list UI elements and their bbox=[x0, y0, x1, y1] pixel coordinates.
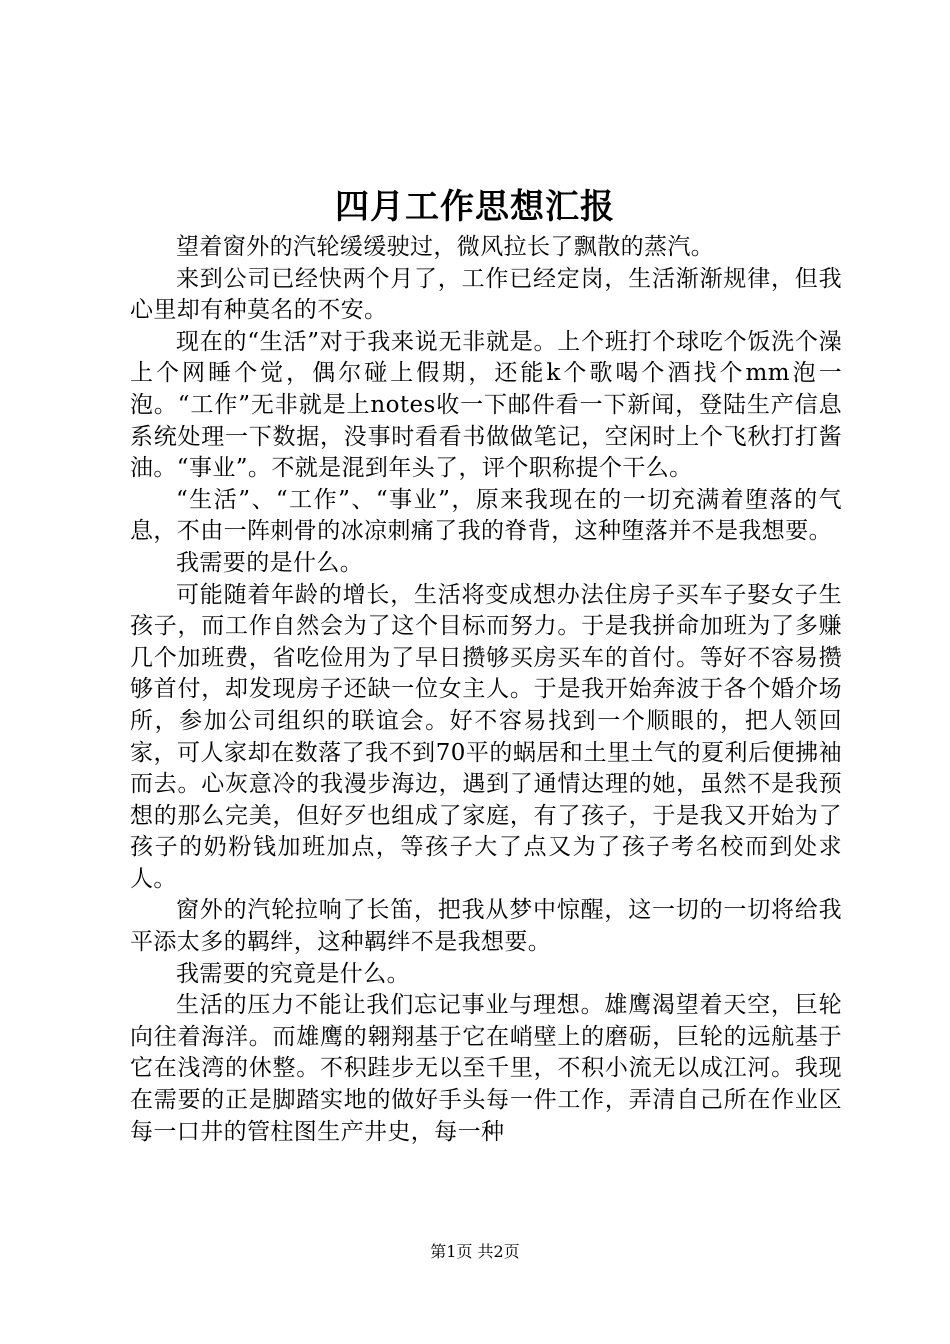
paragraph: 现在的“生活”对于我来说无非就是。上个班打个球吃个饭洗个澡上个网睡个觉，偶尔碰上假期，还能k个歌喝个酒找个mm泡一泡。“工作”无非就是上notes收一下邮件看一下新闻，登陆生产信息系统处理一下数据，没事时看看书做做笔记，空闲时上个飞秋打打酱油。“事业”。不就是混到年头了，评个职称提个干么。 bbox=[130, 328, 842, 482]
paragraph: 窗外的汽轮拉响了长笛，把我从梦中惊醒，这一切的一切将给我平添太多的羁绊，这种羁绊不是我想要。 bbox=[130, 897, 842, 956]
document-title: 四月工作思想汇报 bbox=[335, 187, 615, 227]
paragraph: “生活”、“工作”、“事业”，原来我现在的一切充满着堕落的气息，不由一阵刺骨的冰凉刺痛了我的脊背，这种堕落并不是我想要。 bbox=[130, 486, 842, 545]
paragraph: 我需要的究竟是什么。 bbox=[176, 960, 410, 987]
paragraph: 生活的压力不能让我们忘记事业与理想。雄鹰渴望着天空，巨轮向往着海洋。而雄鹰的翱翔基于它在峭壁上的磨砺，巨轮的远航基于它在浅湾的休整。不积跬步无以至千里，不积小流无以成江河。我现在需要的正是脚踏实地的做好手头每一件工作，弄清自己所在作业区每一口井的管柱图生产井史，每一种 bbox=[130, 992, 842, 1145]
paragraph: 望着窗外的汽轮缓缓驶过，微风拉长了飘散的蒸汽。 bbox=[176, 234, 715, 260]
paragraph: 来到公司已经快两个月了，工作已经定岗，生活渐渐规律，但我心里却有种莫名的不安。 bbox=[130, 265, 842, 324]
document-body bbox=[130, 232, 842, 1148]
paragraph: 我需要的是什么。 bbox=[176, 549, 364, 576]
paragraph: 可能随着年龄的增长，生活将变成想办法住房子买车子娶女子生孩子，而工作自然会为了这个目标而努力。于是我拼命加班为了多赚几个加班费，省吃俭用为了早日攒够买房买车的首付。等好不容易攒够首付，却发现房子还缺一位女主人。于是我开始奔波于各个婚介场所，参加公司组织的联谊会。好不容易找到一个顺眼的，把人领回家，可人家却在数落了我不到70平的蜗居和土里土气的夏利后便拂袖而去。心灰意冷的我漫步海边，遇到了通情达理的她，虽然不是我预想的那么完美，但好歹也组成了家庭，有了孩子，于是我又开始为了孩子的奶粉钱加班加点，等孩子大了点又为了孩子考名校而到处求人。 bbox=[130, 581, 842, 892]
page-number-footer: 第1页 共2页 bbox=[430, 1242, 520, 1261]
